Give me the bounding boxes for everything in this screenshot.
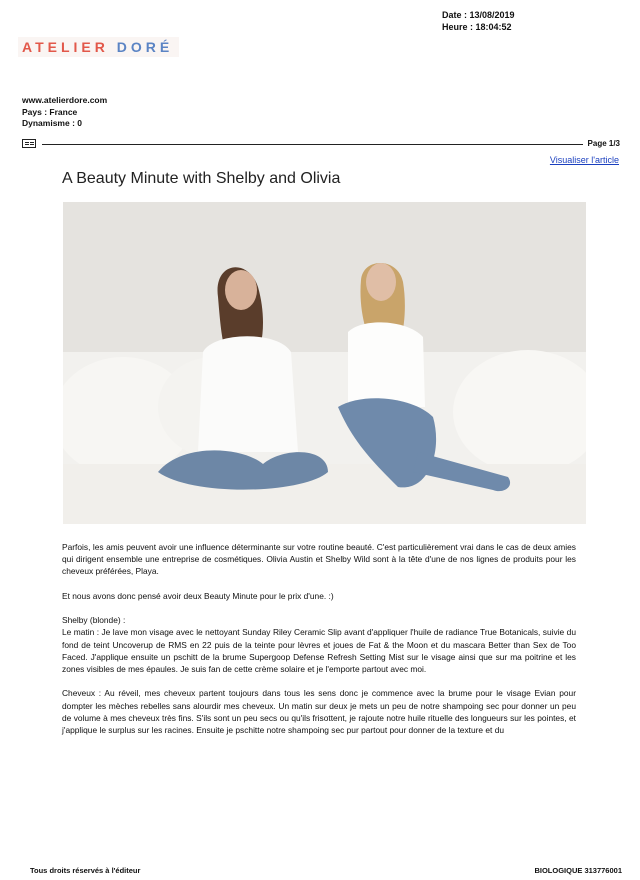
country: Pays : France	[22, 106, 78, 117]
dynamism: Dynamisme : 0	[22, 118, 82, 128]
site-url: www.atelierdore.com	[22, 95, 108, 105]
shelby-hair: Cheveux : Au réveil, mes cheveux partent toujours dans tous les sens donc je commence avec la brume pour le visage Evian pour dompter les mèches rebelles sans alourdir mes cheveux. Un matin sur deux je mets un peu de notre shampoing sec pour donner un peu de volume à mes cheveux très fins. S'ils sont un peu secs ou qu'ils frisottent, je rajoute notre huile rituelle des longueurs sur les pointes, et j'applique le surplus sur les racines. Ensuite je pschitte notre shampoing sec pur partout pour donner de la texture et du	[62, 688, 576, 735]
logo-word-1: ATELIER	[22, 39, 109, 55]
time-line: Heure : 18:04:52	[442, 22, 512, 32]
shelby-morning: Le matin : Je lave mon visage avec le nettoyant Sunday Riley Ceramic Slip avant d'appliquer l'huile de radiance True Botanicals, suivie du fond de teint Uncoverup de RMS en 22 puis de la teinte pour lèvres et joues de Fat & the Moon et du mascara Better than Sex de Too Faced. J'applique ensuite un pschitt de la brume Supergoop Defense Refresh Setting Mist sur le visage ainsi que sur ma poitrine et les zones visibles de mes épaules. Je suis fan de cette crème solaire et je l'emporte partout avec moi.	[62, 627, 576, 674]
view-article-link[interactable]: Visualiser l'article	[549, 155, 619, 165]
page-number: Page 1/3	[587, 139, 620, 148]
paragraph-intro: Parfois, les amis peuvent avoir une influence déterminante sur votre routine beauté. C'est particulièrement vrai dans le cas de deux amies qui dirigent ensemble une entreprise de cosmétiques. Olivia Austin et Shelby Wild sont à la tête d'une de nos lignes de produits pour les cheveux préférées, Playa.	[62, 542, 576, 577]
logo-word-2: DORÉ	[116, 39, 174, 55]
date-line: Date : 13/08/2019	[442, 10, 515, 20]
footer-rights: Tous droits réservés à l'éditeur	[30, 866, 141, 875]
header-meta	[442, 9, 515, 33]
shelby-heading: Shelby (blonde) :	[62, 615, 126, 626]
source-meta	[22, 95, 107, 130]
footer-reference: BIOLOGIQUE 313776001	[534, 866, 622, 875]
article-title: A Beauty Minute with Shelby and Olivia	[62, 170, 341, 187]
article-body	[62, 541, 576, 748]
header-divider	[42, 144, 583, 145]
paragraph-two-for-one: Et nous avons donc pensé avoir deux Beauty Minute pour le prix d'une. :)	[62, 590, 334, 601]
brand-logo	[18, 37, 179, 57]
article-photo	[63, 202, 586, 524]
document-icon	[22, 139, 36, 148]
